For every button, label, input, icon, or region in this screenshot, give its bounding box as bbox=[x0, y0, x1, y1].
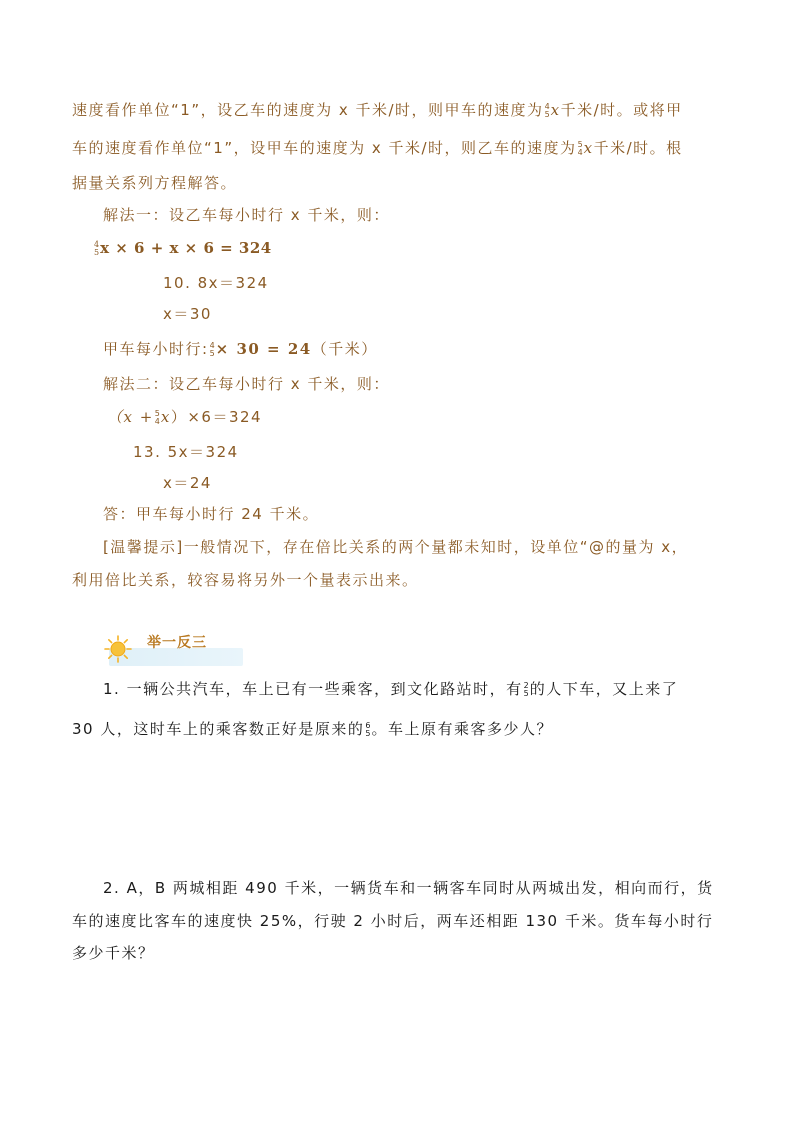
solution1-equation-2: 10. 8x＝324 bbox=[163, 274, 269, 292]
fraction: 5 4 bbox=[577, 139, 583, 157]
analysis-text: 千米/时。或将甲 bbox=[560, 101, 683, 119]
tip-line-2: 利用倍比关系，较容易将另外一个量表示出来。 bbox=[72, 571, 419, 589]
solution2-equation-3: x＝24 bbox=[163, 474, 212, 492]
solution1-equation-1: 4 5 x × 6 + x × 6 = 324 bbox=[94, 239, 272, 257]
problem-2-line-1: 2. A，B 两城相距 490 千米，一辆货车和一辆客车同时从两城出发，相向而行，货 bbox=[103, 879, 714, 897]
fraction: 4 5 bbox=[209, 340, 215, 358]
problem-2-line-2: 车的速度比客车的速度快 25%，行驶 2 小时后，两车还相距 130 千米。货车每小时行 bbox=[72, 912, 714, 930]
fraction: 4 5 bbox=[94, 240, 100, 257]
analysis-text: 车的速度看作单位“1”，设甲车的速度为 x 千米/时，则乙车的速度为 bbox=[72, 139, 577, 157]
math-variable: x bbox=[583, 139, 594, 157]
tip-line-1: [温馨提示]一般情况下，存在倍比关系的两个量都未知时，设单位“@的量为 x， bbox=[103, 538, 689, 556]
fraction: 4 5 bbox=[544, 101, 550, 119]
fraction: 6 5 bbox=[365, 720, 371, 738]
fraction: 5 4 bbox=[154, 408, 160, 426]
problem-1-line-1: 1. 一辆公共汽车，车上已有一些乘客，到文化路站时，有 2 5 的人下车，又上来了 bbox=[103, 680, 679, 698]
analysis-text: 速度看作单位“1”，设乙车的速度为 x 千米/时，则甲车的速度为 bbox=[72, 101, 544, 119]
problem-2-line-3: 多少千米？ bbox=[72, 944, 155, 962]
solution1-equation-3: x＝30 bbox=[163, 305, 212, 323]
analysis-text: 千米/时。根 bbox=[593, 139, 683, 157]
analysis-line-3: 据量关系列方程解答。 bbox=[72, 174, 238, 192]
answer-text: 答：甲车每小时行 24 千米。 bbox=[103, 505, 320, 523]
math-variable: x bbox=[550, 101, 561, 119]
section-banner bbox=[103, 630, 243, 666]
solution2-equation-2: 13. 5x＝324 bbox=[133, 443, 239, 461]
sun-icon bbox=[103, 634, 133, 664]
solution1-heading: 解法一：设乙车每小时行 x 千米，则： bbox=[103, 206, 390, 224]
problem-1-line-2: 30 人，这时车上的乘客数正好是原来的 6 5 。车上原有乘客多少人？ bbox=[72, 720, 553, 738]
solution2-equation-1: （x + 5 4 x）×6＝324 bbox=[107, 408, 263, 426]
analysis-line-1 bbox=[72, 100, 683, 120]
analysis-line-2 bbox=[72, 138, 683, 158]
fraction: 2 5 bbox=[523, 680, 529, 698]
solution2-heading: 解法二：设乙车每小时行 x 千米，则： bbox=[103, 375, 390, 393]
section-title: 举一反三 bbox=[147, 635, 207, 651]
solution1-result: 甲车每小时行: 4 5 × 30 = 24（千米） bbox=[103, 340, 378, 358]
